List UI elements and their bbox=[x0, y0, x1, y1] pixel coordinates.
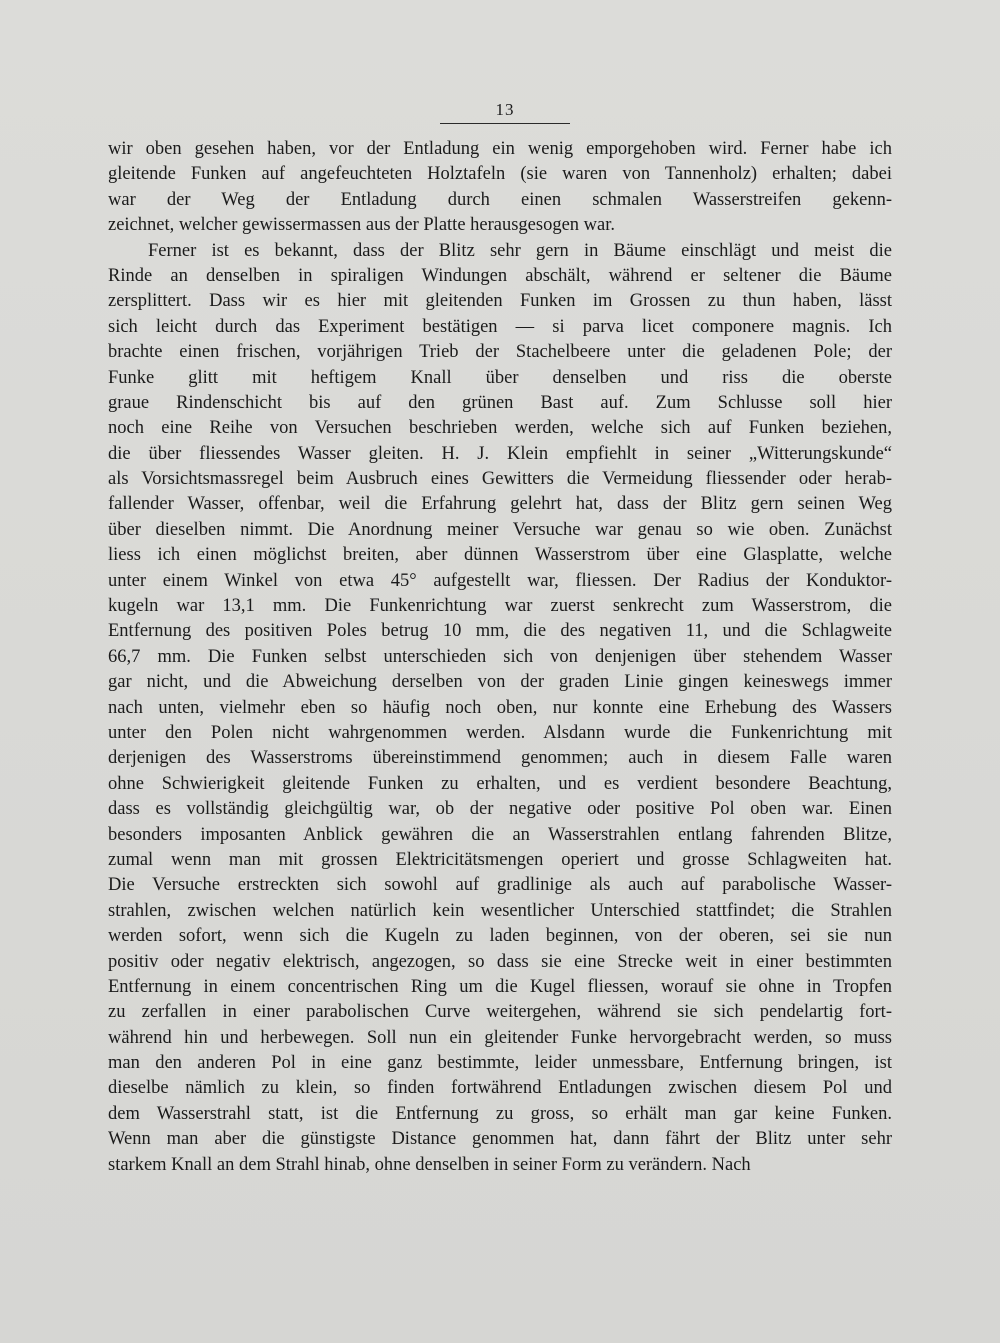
text-line: Entfernung des positiven Poles betrug 10 mm, die des negativen 11, und die Schlagweite bbox=[108, 621, 892, 642]
text-line: ohne Schwierigkeit gleitende Funken zu erhalten, und es verdient besondere Beachtung, bbox=[108, 773, 892, 794]
text-line: noch eine Reihe von Versuchen beschrieben werden, welche sich auf Funken beziehen, bbox=[108, 418, 892, 439]
text-line: als Vorsichtsmassregel beim Ausbruch eines Gewitters die Vermeidung fliessender oder herab- bbox=[108, 469, 892, 490]
text-line: die über fliessendes Wasser gleiten. H. J. Klein empfiehlt in seiner „Witterungskunde“ bbox=[108, 443, 892, 464]
text-line: dieselbe nämlich zu klein, so finden fortwährend Entladungen zwischen diesem Pol und bbox=[108, 1078, 892, 1099]
text-line: dass es vollständig gleichgültig war, ob der negative oder positive Pol oben war. Einen bbox=[108, 799, 892, 820]
page-number: 13 bbox=[495, 100, 515, 119]
text-line: zu zerfallen in einer parabolischen Curve weitergehen, während sie sich pendelartig fort- bbox=[108, 1002, 892, 1023]
text-line: graue Rindenschicht bis auf den grünen Bast auf. Zum Schlusse soll hier bbox=[108, 392, 892, 413]
text-line: wir oben gesehen haben, vor der Entladung ein wenig emporgehoben wird. Ferner habe ich bbox=[108, 139, 892, 159]
text-line: strahlen, zwischen welchen natürlich kein wesentlicher Unterschied stattfindet; die Strahlen bbox=[108, 900, 892, 921]
text-line: nach unten, vielmehr eben so häufig noch oben, nur konnte eine Erhebung des Wassers bbox=[108, 697, 892, 718]
text-line: Ferner ist es bekannt, dass der Blitz sehr gern in Bäume einschlägt und meist die bbox=[148, 240, 892, 261]
text-line: während hin und herbewegen. Soll nun ein gleitender Funke hervorgebracht werden, so muss bbox=[108, 1027, 892, 1048]
text-line: unter einem Winkel von etwa 45° aufgestellt war, fliessen. Der Radius der Konduktor- bbox=[108, 570, 892, 591]
header-rule bbox=[440, 123, 570, 124]
text-line: derjenigen des Wasserstroms übereinstimmend genommen; auch in diesem Falle waren bbox=[108, 748, 892, 769]
text-line: gleitende Funken auf angefeuchteten Holztafeln (sie waren von Tannenholz) erhalten; dabei bbox=[108, 164, 892, 185]
text-line: über dieselben nimmt. Die Anordnung meiner Versuche war genau so wie oben. Zunächst bbox=[108, 519, 892, 540]
text-line: man den anderen Pol in eine ganz bestimmte, leider unmessbare, Entfernung bringen, ist bbox=[108, 1053, 892, 1074]
text-line: Rinde an denselben in spiraligen Windungen abschält, während er seltener die Bäume bbox=[108, 265, 892, 286]
text-line: fallender Wasser, offenbar, weil die Erfahrung gelehrt hat, dass der Blitz gern seinen Weg bbox=[108, 494, 892, 515]
text-line: war der Weg der Entladung durch einen schmalen Wasserstreifen gekenn- bbox=[108, 189, 892, 210]
text-line: werden sofort, wenn sich die Kugeln zu laden beginnen, von der oberen, sei sie nun bbox=[108, 926, 892, 947]
text-line: zersplittert. Dass wir es hier mit gleitenden Funken im Grossen zu thun haben, lässt bbox=[108, 291, 892, 312]
text-line: kugeln war 13,1 mm. Die Funkenrichtung war zuerst senkrecht zum Wasserstrom, die bbox=[108, 596, 892, 617]
text-line: Funke glitt mit heftigem Knall über denselben und riss die oberste bbox=[108, 367, 892, 388]
text-line: starkem Knall an dem Strahl hinab, ohne denselben in seiner Form zu verändern. Nach bbox=[108, 1154, 751, 1175]
text-line: gar nicht, und die Abweichung derselben von der graden Linie gingen keineswegs immer bbox=[108, 672, 892, 693]
text-line: brachte einen frischen, vorjährigen Trieb der Stachelbeere unter die geladenen Pole; der bbox=[108, 342, 892, 363]
text-line: unter den Polen nicht wahrgenommen werden. Alsdann wurde die Funkenrichtung mit bbox=[108, 722, 892, 743]
text-line: Die Versuche erstreckten sich sowohl auf gradlinige als auch auf parabolische Wasser- bbox=[108, 875, 892, 896]
text-line: zeichnet, welcher gewissermassen aus der Platte herausgesogen war. bbox=[108, 215, 616, 236]
text-line: besonders imposanten Anblick gewähren die an Wasserstrahlen entlang fahrenden Blitze, bbox=[108, 824, 892, 845]
text-line: 66,7 mm. Die Funken selbst unterschieden sich von denjenigen über stehendem Wasser bbox=[108, 646, 892, 667]
text-line: positiv oder negativ elektrisch, angezogen, so dass sie eine Strecke weit in einer bestimmten bbox=[108, 951, 892, 972]
text-line: sich leicht durch das Experiment bestätigen — si parva licet componere magnis. Ich bbox=[108, 316, 892, 337]
text-line: zumal wenn man mit grossen Elektricitätsmengen operiert und grosse Schlagweiten hat. bbox=[108, 849, 892, 870]
body-text bbox=[108, 137, 892, 1178]
text-line: Entfernung in einem concentrischen Ring um die Kugel fliessen, worauf sie ohne in Tropfen bbox=[108, 976, 892, 997]
text-line: Wenn man aber die günstigste Distance genommen hat, dann fährt der Blitz unter sehr bbox=[108, 1129, 892, 1150]
text-line: dem Wasserstrahl statt, ist die Entfernung zu gross, so erhält man gar keine Funken. bbox=[108, 1103, 892, 1124]
text-line: liess ich einen möglichst breiten, aber dünnen Wasserstrom über eine Glasplatte, welche bbox=[108, 545, 892, 566]
